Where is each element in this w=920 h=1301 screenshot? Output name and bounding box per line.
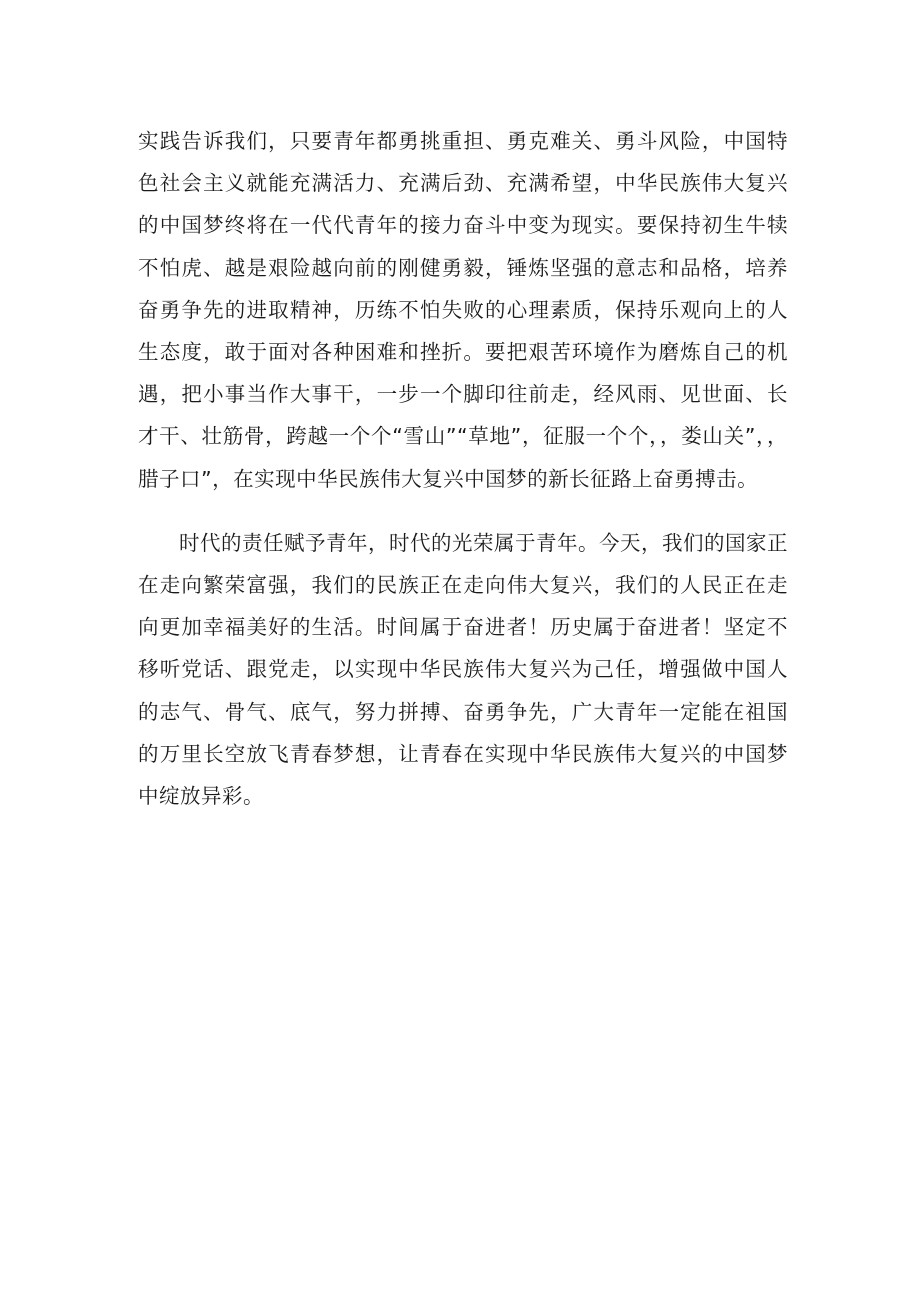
paragraph-2: 时代的责任赋予青年，时代的光荣属于青年。今天，我们的国家正在走向繁荣富强，我们的民族正在走向伟大复兴，我们的人民正在走向更加幸福美好的生活。时间属于奋进者！历史属于奋进者！坚定不移听党话、跟党走，以实现中华民族伟大复兴为己任，增强做中国人的志气、骨气、底气，努力拼搏、奋勇争先，广大青年一定能在祖国的万里长空放飞青春梦想，让青春在实现中华民族伟大复兴的中国梦中绽放异彩。	[138, 530, 788, 809]
paragraph-1: 实践告诉我们，只要青年都勇挑重担、勇克难关、勇斗风险，中国特色社会主义就能充满活力、充满后劲、充满希望，中华民族伟大复兴的中国梦终将在一代代青年的接力奋斗中变为现实。要保持初生牛犊不怕虎、越是艰险越向前的刚健勇毅，锤炼坚强的意志和品格，培养奋勇争先的进取精神，历练不怕失败的心理素质，保持乐观向上的人生态度，敢于面对各种困难和挫折。要把艰苦环境作为磨炼自己的机遇，把小事当作大事干，一步一个脚印往前走，经风雨、见世面、长才干、壮筋骨，跨越一个个“雪山”“草地”，征服一个个，，娄山关”，，腊子口”，在实现中华民族伟大复兴中国梦的新长征路上奋勇搏击。	[138, 129, 788, 491]
document-body	[138, 120, 788, 817]
